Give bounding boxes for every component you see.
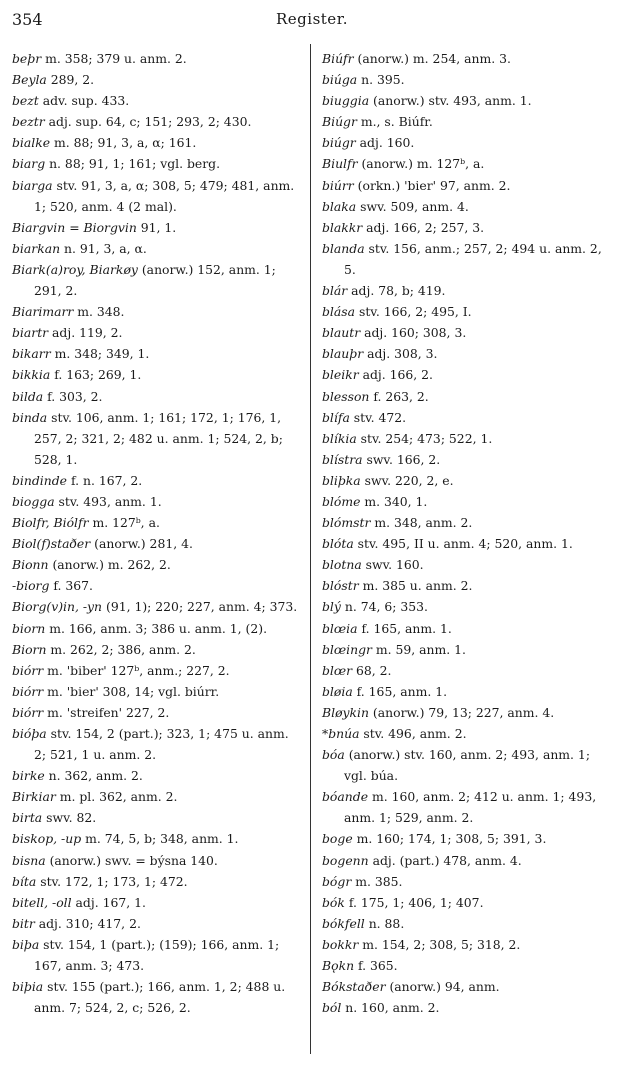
entry-headword: blóta (322, 536, 354, 552)
index-entry (12, 90, 302, 111)
entry-references: f. 165, anm. 1. (357, 620, 452, 636)
index-entry (12, 153, 302, 174)
index-entry (322, 386, 614, 407)
index-entry (12, 913, 302, 934)
entry-references: f. 367. (49, 578, 93, 594)
entry-references: stv. 472. (349, 409, 407, 425)
entry-headword: bíta (12, 873, 37, 889)
entry-headword: Bókstaðer (322, 979, 386, 995)
index-entry (12, 259, 302, 301)
entry-references: (anorw.) stv. 160, anm. 2; 493, anm. 1; vgl. búa. (344, 747, 590, 784)
index-entry (322, 618, 614, 639)
entry-references: stv. 254; 473; 522, 1. (356, 430, 493, 446)
entry-references: (anorw.) m. 262, 2. (48, 557, 171, 573)
index-entry (322, 786, 614, 828)
entry-references: (anorw.) m. 254, anm. 3. (353, 51, 511, 66)
entry-headword: bilda (12, 388, 44, 404)
entry-references: m. 'biber' 127ᵇ, anm.; 227, 2. (43, 662, 230, 678)
entry-references: adj. 119, 2. (48, 325, 123, 341)
index-entry (12, 533, 302, 554)
entry-references: adv. sup. 433. (38, 93, 130, 109)
index-entry (322, 702, 614, 723)
entry-references: adj. (part.) 478, anm. 4. (368, 852, 522, 868)
entry-headword: bokkr (322, 936, 359, 952)
index-entry (12, 765, 302, 786)
index-entry (322, 660, 614, 681)
entry-headword: bisna (12, 852, 46, 868)
index-entry (322, 976, 614, 997)
index-entry (322, 681, 614, 702)
entry-references: (anorw.) stv. 493, anm. 1. (369, 93, 532, 109)
index-entry (322, 364, 614, 385)
entry-headword: ból (322, 1000, 342, 1016)
index-entry (322, 48, 614, 69)
index-entry (322, 407, 614, 428)
entry-headword: blíkia (322, 430, 357, 446)
index-entry (322, 343, 614, 364)
index-entry (322, 913, 614, 934)
page-number: 354 (12, 10, 43, 29)
entry-references: f. 165, anm. 1. (352, 683, 448, 699)
entry-headword: bógr (322, 873, 352, 889)
entry-headword: Bløykin (322, 704, 369, 720)
index-entry (12, 976, 302, 1018)
entry-references: m., s. Biúfr. (356, 114, 433, 130)
entry-references: (anorw.) 281, 4. (90, 536, 193, 552)
index-entry (12, 407, 302, 470)
entry-references: stv. 91, 3, a, α; 308, 5; 479; 481, anm. 1; 520, anm. 4 (2 mal). (34, 177, 295, 214)
index-entry (12, 386, 302, 407)
entry-headword: Beyla (12, 72, 47, 88)
index-entry (322, 69, 614, 90)
right-column (322, 48, 614, 1018)
entry-references: m. 'bier' 308, 14; vgl. biúrr. (43, 683, 220, 699)
entry-headword: birke (12, 768, 45, 784)
entry-headword: biarg (12, 156, 46, 172)
index-entry (322, 238, 614, 280)
entry-references: m. 262, 2; 386, anm. 2. (46, 641, 196, 657)
entry-references: adj. 166, 2. (358, 367, 433, 383)
entry-references: (anorw.) 94, anm. (385, 979, 500, 995)
index-entry (322, 828, 614, 849)
entry-headword: biþia (12, 979, 44, 995)
entry-headword: beþr (12, 51, 42, 66)
index-entry (12, 807, 302, 828)
entry-headword: blautr (322, 325, 361, 341)
entry-references: (91, 1); 220; 227, anm. 4; 373. (102, 599, 298, 615)
entry-headword: blaka (322, 198, 357, 214)
index-entry (322, 955, 614, 976)
entry-headword: bleikr (322, 367, 359, 383)
entry-headword: bløia (322, 683, 353, 699)
entry-references: n. 88; 91, 1; 161; vgl. berg. (45, 156, 221, 172)
entry-references: m. 74, 5, b; 348, anm. 1. (81, 831, 239, 847)
entry-references: n. 362, anm. 2. (44, 768, 143, 784)
entry-headword: *bnúa (322, 726, 360, 741)
entry-headword: -biorg (12, 578, 50, 594)
entry-references: stv. 496, anm. 2. (359, 726, 467, 741)
entry-references: 289, 2. (46, 72, 95, 88)
entry-headword: blóme (322, 493, 361, 509)
index-entry (12, 660, 302, 681)
index-entry (12, 175, 302, 217)
index-entry (322, 997, 614, 1018)
entry-references: m. 154, 2; 308, 5; 318, 2. (358, 936, 521, 952)
entry-references: m. 160, anm. 2; 412 u. anm. 1; 493, anm. 1; 529, anm. 2. (344, 789, 597, 826)
index-entry (322, 892, 614, 913)
index-entry (12, 512, 302, 533)
entry-headword: bikkia (12, 367, 51, 383)
index-entry (12, 828, 302, 849)
entry-references: (anorw.) 152, anm. 1; 291, 2. (34, 261, 276, 299)
entry-headword: bókfell (322, 915, 365, 931)
entry-references: swv. 220, 2, e. (360, 472, 454, 488)
index-entry (12, 850, 302, 871)
entry-headword: biarkan (12, 240, 61, 256)
entry-references: stv. 106, anm. 1; 161; 172, 1; 176, 1, 257, 2; 321, 2; 482 u. anm. 1; 524, 2, b; 528, 1. (34, 409, 283, 467)
index-entry (322, 428, 614, 449)
index-entry (322, 217, 614, 238)
entry-references: m. 59, anm. 1. (371, 641, 466, 657)
entry-headword: Bionn (12, 557, 49, 573)
entry-references: n. 160, anm. 2. (341, 1000, 440, 1016)
entry-headword: biúrr (322, 177, 354, 193)
entry-headword: blóstr (322, 578, 359, 594)
entry-headword: Biarimarr (12, 304, 74, 320)
index-entry (12, 702, 302, 723)
entry-headword: Birkiar (12, 789, 56, 805)
entry-references: n. 91, 3, a, α. (60, 240, 147, 256)
entry-references: f. 365. (354, 958, 398, 974)
entry-headword: bialke (12, 135, 51, 151)
index-entry (322, 554, 614, 575)
entry-headword: blœr (322, 662, 353, 678)
entry-headword: biórr (12, 662, 44, 678)
entry-references: adj. 167, 1. (71, 894, 146, 910)
entry-references: m. 348, anm. 2. (370, 515, 473, 531)
entry-references: (anorw.) swv. = býsna 140. (45, 852, 218, 868)
index-entry (12, 871, 302, 892)
index-entry (12, 132, 302, 153)
entry-references: stv. 155 (part.); 166, anm. 1, 2; 488 u. anm. 7; 524, 2, c; 526, 2. (34, 979, 286, 1016)
entry-references: m. pl. 362, anm. 2. (55, 789, 178, 805)
entry-references: adj. 160; 308, 3. (360, 325, 467, 341)
entry-headword: blístra (322, 451, 363, 467)
index-entry (12, 681, 302, 702)
index-entry (12, 69, 302, 90)
entry-references: 68, 2. (352, 662, 392, 678)
entry-headword: bióþa (12, 726, 47, 741)
entry-headword: bóande (322, 789, 369, 805)
entry-references: m. 348. (73, 304, 125, 320)
index-entry (322, 280, 614, 301)
entry-references: m. 348; 349, 1. (50, 346, 150, 362)
index-entry (12, 364, 302, 385)
entry-references: (orkn.) 'bier' 97, anm. 2. (353, 177, 511, 193)
entry-references: stv. 156, anm.; 257, 2; 494 u. anm. 2, 5. (344, 240, 602, 277)
entry-headword: bindinde (12, 472, 68, 488)
entry-references: stv. 493, anm. 1. (54, 493, 162, 509)
index-entry (12, 301, 302, 322)
entry-references: n. 74, 6; 353. (340, 599, 428, 615)
entry-references: swv. 160. (361, 557, 424, 573)
index-entry (322, 575, 614, 596)
entry-references: stv. 495, II u. anm. 4; 520, anm. 1. (353, 536, 573, 552)
entry-headword: Biúgr (322, 114, 357, 130)
entry-headword: biuggia (322, 93, 370, 109)
index-entry (12, 596, 302, 617)
entry-headword: blœia (322, 620, 358, 636)
entry-references: adj. 160. (355, 135, 415, 151)
entry-references: adj. 166, 2; 257, 3. (362, 219, 485, 235)
index-entry (322, 723, 614, 744)
entry-references: (anorw.) 79, 13; 227, anm. 4. (368, 704, 555, 720)
entry-headword: bogenn (322, 852, 369, 868)
index-entry (322, 596, 614, 617)
entry-headword: Biargvin = Biorgvin (12, 219, 137, 235)
entry-headword: Biark(a)roy, Biarkøy (12, 261, 138, 277)
entry-headword: biþa (12, 936, 40, 952)
entry-headword: Biolfr, Biólfr (12, 515, 89, 531)
index-entry (322, 132, 614, 153)
entry-references: swv. 509, anm. 4. (356, 198, 469, 214)
index-entry (12, 639, 302, 660)
entry-references: adj. 310; 417, 2. (34, 915, 141, 931)
entry-headword: blauþr (322, 346, 364, 362)
index-entry (322, 322, 614, 343)
index-entry (322, 744, 614, 786)
column-divider (310, 44, 311, 1054)
index-entry (12, 892, 302, 913)
entry-references: stv. 154, 1 (part.); (159); 166, anm. 1; 167, anm. 3; 473. (34, 936, 280, 974)
entry-references: m. 'streifen' 227, 2. (43, 704, 170, 720)
entry-headword: biogga (12, 493, 55, 509)
entry-headword: blása (322, 304, 356, 320)
entry-references: f. 303, 2. (43, 388, 103, 404)
entry-references: n. 88. (364, 915, 405, 931)
entry-headword: biórr (12, 683, 44, 699)
index-entry (322, 196, 614, 217)
entry-headword: biskop, -up (12, 831, 82, 847)
page-title: Register. (276, 10, 348, 28)
index-entry (322, 491, 614, 512)
entry-headword: biorn (12, 620, 46, 636)
entry-references: f. 175, 1; 406, 1; 407. (344, 894, 484, 910)
index-entry (322, 90, 614, 111)
entry-headword: blómstr (322, 515, 371, 531)
entry-headword: Biulfr (322, 156, 358, 172)
entry-headword: bitr (12, 915, 35, 931)
entry-headword: biarga (12, 177, 53, 193)
entry-headword: blífa (322, 409, 350, 425)
entry-headword: Biorn (12, 641, 47, 657)
entry-headword: bók (322, 894, 345, 910)
index-entry (322, 449, 614, 470)
entry-headword: Biol(f)staðer (12, 536, 91, 552)
entry-headword: bóa (322, 747, 345, 763)
index-entry (12, 723, 302, 765)
entry-references: (anorw.) m. 127ᵇ, a. (357, 156, 485, 172)
entry-references: f. 263, 2. (369, 388, 429, 404)
entry-headword: blotna (322, 557, 362, 573)
entry-references: adj. 78, b; 419. (347, 283, 446, 299)
index-entry (12, 786, 302, 807)
entry-references: swv. 82. (42, 810, 97, 826)
entry-references: m. 166, anm. 3; 386 u. anm. 1, (2). (45, 620, 268, 636)
entry-headword: bezt (12, 93, 39, 109)
entry-headword: biúga (322, 72, 358, 88)
entry-references: f. n. 167, 2. (67, 472, 143, 488)
index-entry (12, 322, 302, 343)
entry-references: stv. 166, 2; 495, I. (355, 304, 472, 320)
entry-references: swv. 166, 2. (362, 451, 441, 467)
index-entry (322, 470, 614, 491)
index-entry (12, 618, 302, 639)
entry-headword: biórr (12, 704, 44, 720)
index-entry (322, 533, 614, 554)
entry-references: m. 127ᵇ, a. (88, 515, 160, 531)
entry-headword: Biúfr (322, 51, 354, 66)
entry-references: m. 340, 1. (360, 493, 428, 509)
index-entry (12, 554, 302, 575)
entry-headword: blesson (322, 388, 370, 404)
index-entry (322, 639, 614, 660)
index-entry (12, 491, 302, 512)
entry-headword: Bǫkn (322, 958, 355, 974)
index-entry (12, 111, 302, 132)
index-entry (322, 871, 614, 892)
index-entry (12, 217, 302, 238)
entry-references: m. 385. (351, 873, 403, 889)
entry-references: m. 160; 174, 1; 308, 5; 391, 3. (352, 831, 547, 847)
entry-references: f. 163; 269, 1. (50, 367, 142, 383)
entry-references: m. 88; 91, 3, a, α; 161. (50, 135, 197, 151)
entry-headword: binda (12, 409, 48, 425)
index-entry (12, 238, 302, 259)
index-entry (12, 575, 302, 596)
entry-references: adj. sup. 64, c; 151; 293, 2; 430. (44, 114, 252, 130)
entry-references: stv. 154, 2 (part.); 323, 1; 475 u. anm. 2; 521, 1 u. anm. 2. (34, 726, 289, 763)
entry-references: m. 385 u. anm. 2. (358, 578, 473, 594)
index-entry (322, 301, 614, 322)
entry-headword: boge (322, 831, 353, 847)
entry-headword: blý (322, 599, 341, 615)
index-entry (322, 175, 614, 196)
entry-references: m. 358; 379 u. anm. 2. (41, 51, 187, 66)
entry-headword: bikarr (12, 346, 51, 362)
entry-headword: birta (12, 810, 43, 826)
left-column (12, 48, 302, 1018)
index-entry (322, 512, 614, 533)
entry-headword: bitell, -oll (12, 894, 72, 910)
index-entry (322, 153, 614, 174)
entry-references: adj. 308, 3. (363, 346, 438, 362)
entry-headword: biartr (12, 325, 49, 341)
index-entry (12, 934, 302, 976)
index-entry (322, 111, 614, 132)
index-entry (12, 470, 302, 491)
entry-references: n. 395. (357, 72, 405, 88)
entry-headword: blœingr (322, 641, 372, 657)
page-header (12, 6, 612, 32)
index-entry (322, 934, 614, 955)
entry-headword: bliþka (322, 472, 361, 488)
entry-references: 91, 1. (136, 219, 177, 235)
entry-headword: beztr (12, 114, 45, 130)
entry-headword: blanda (322, 240, 365, 256)
entry-headword: blár (322, 283, 348, 299)
index-entry (322, 850, 614, 871)
entry-headword: biúgr (322, 135, 356, 151)
index-entry (12, 343, 302, 364)
entry-headword: Biorg(v)in, -yn (12, 599, 103, 615)
entry-headword: blakkr (322, 219, 363, 235)
entry-references: stv. 172, 1; 173, 1; 472. (36, 873, 188, 889)
index-entry (12, 48, 302, 69)
